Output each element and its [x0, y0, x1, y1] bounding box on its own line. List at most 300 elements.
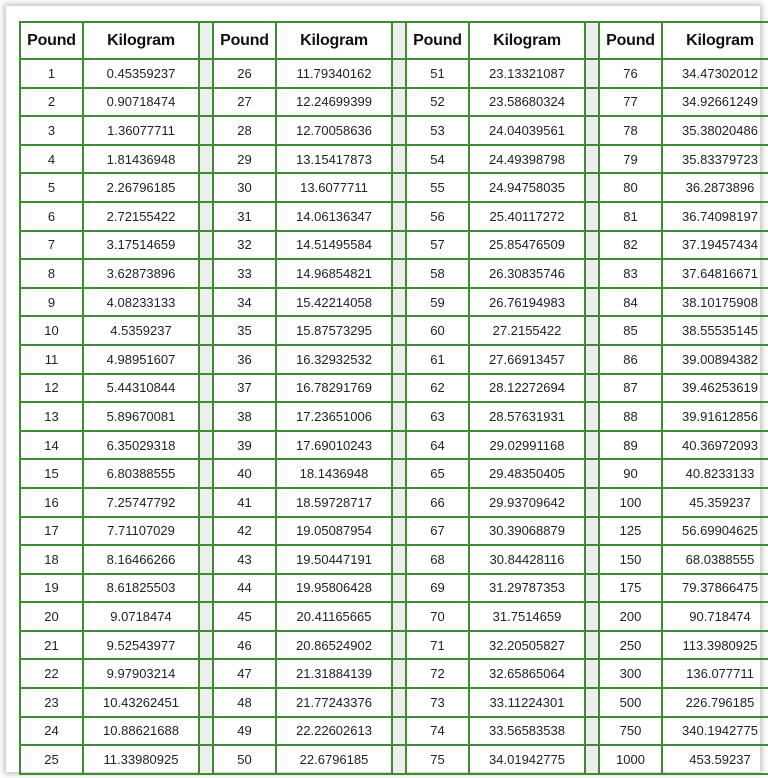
pound-cell: 78: [599, 116, 662, 145]
table-row: [20, 717, 768, 746]
pound-cell: 22: [20, 659, 83, 688]
kilogram-cell: 26.30835746: [469, 259, 585, 288]
pound-cell: 7: [20, 231, 83, 260]
kilogram-cell: 27.2155422: [469, 316, 585, 345]
pound-cell: 71: [406, 631, 469, 660]
column-gap: [392, 345, 406, 374]
column-gap: [392, 116, 406, 145]
pound-cell: 85: [599, 316, 662, 345]
kilogram-cell: 37.64816671: [662, 259, 768, 288]
column-gap: [585, 574, 599, 603]
kilogram-cell: 33.11224301: [469, 688, 585, 717]
table-row: [20, 631, 768, 660]
pound-cell: 65: [406, 459, 469, 488]
pound-cell: 200: [599, 602, 662, 631]
pound-cell: 38: [213, 402, 276, 431]
kilogram-cell: 45.359237: [662, 488, 768, 517]
pound-cell: 83: [599, 259, 662, 288]
column-gap: [199, 402, 213, 431]
pound-cell: 61: [406, 345, 469, 374]
kilogram-cell: 0.90718474: [83, 88, 199, 117]
pound-cell: 70: [406, 602, 469, 631]
column-gap: [585, 459, 599, 488]
pound-cell: 45: [213, 602, 276, 631]
column-gap: [585, 88, 599, 117]
kilogram-cell: 10.43262451: [83, 688, 199, 717]
pound-cell: 24: [20, 717, 83, 746]
column-gap: [199, 145, 213, 174]
pound-cell: 80: [599, 173, 662, 202]
column-gap: [585, 602, 599, 631]
kilogram-cell: 24.04039561: [469, 116, 585, 145]
pound-cell: 84: [599, 288, 662, 317]
column-gap: [392, 545, 406, 574]
pound-cell: 9: [20, 288, 83, 317]
pound-cell: 54: [406, 145, 469, 174]
kilogram-cell: 32.65865064: [469, 659, 585, 688]
kilogram-cell: 34.92661249: [662, 88, 768, 117]
column-gap: [392, 717, 406, 746]
kilogram-cell: 19.05087954: [276, 517, 392, 546]
pound-cell: 82: [599, 231, 662, 260]
kilogram-cell: 2.72155422: [83, 202, 199, 231]
column-gap: [199, 459, 213, 488]
column-gap: [199, 488, 213, 517]
table-frame: [6, 6, 760, 772]
column-gap: [585, 517, 599, 546]
pound-cell: 3: [20, 116, 83, 145]
pound-cell: 46: [213, 631, 276, 660]
table-row: [20, 231, 768, 260]
pound-cell: 79: [599, 145, 662, 174]
table-row: [20, 488, 768, 517]
kilogram-cell: 40.36972093: [662, 431, 768, 460]
column-gap: [585, 22, 599, 59]
column-gap: [585, 173, 599, 202]
pound-cell: 81: [599, 202, 662, 231]
column-gap: [392, 574, 406, 603]
column-gap: [199, 316, 213, 345]
kilogram-cell: 13.6077711: [276, 173, 392, 202]
pound-cell: 36: [213, 345, 276, 374]
column-gap: [392, 402, 406, 431]
pound-cell: 86: [599, 345, 662, 374]
kilogram-header: Kilogram: [83, 22, 199, 59]
kilogram-cell: 29.93709642: [469, 488, 585, 517]
column-gap: [199, 631, 213, 660]
kilogram-cell: 33.56583538: [469, 717, 585, 746]
table-row: [20, 173, 768, 202]
kilogram-cell: 15.87573295: [276, 316, 392, 345]
column-gap: [392, 88, 406, 117]
table-row: [20, 745, 768, 774]
table-row: [20, 288, 768, 317]
table-row: [20, 374, 768, 403]
column-gap: [392, 431, 406, 460]
table-row: [20, 574, 768, 603]
kilogram-cell: 6.35029318: [83, 431, 199, 460]
table-row: [20, 431, 768, 460]
kilogram-cell: 39.91612856: [662, 402, 768, 431]
kilogram-cell: 10.88621688: [83, 717, 199, 746]
column-gap: [199, 545, 213, 574]
kilogram-cell: 14.06136347: [276, 202, 392, 231]
column-gap: [392, 316, 406, 345]
pound-cell: 25: [20, 745, 83, 774]
pound-cell: 41: [213, 488, 276, 517]
kilogram-cell: 4.5359237: [83, 316, 199, 345]
pound-cell: 89: [599, 431, 662, 460]
pound-header: Pound: [406, 22, 469, 59]
pound-cell: 11: [20, 345, 83, 374]
column-gap: [392, 231, 406, 260]
column-gap: [585, 288, 599, 317]
kilogram-cell: 25.85476509: [469, 231, 585, 260]
pound-header: Pound: [599, 22, 662, 59]
kilogram-cell: 21.77243376: [276, 688, 392, 717]
pound-cell: 21: [20, 631, 83, 660]
table-row: [20, 688, 768, 717]
pound-cell: 87: [599, 374, 662, 403]
table-row: [20, 345, 768, 374]
column-gap: [392, 259, 406, 288]
kilogram-cell: 38.55535145: [662, 316, 768, 345]
pound-cell: 57: [406, 231, 469, 260]
pound-cell: 43: [213, 545, 276, 574]
pound-cell: 53: [406, 116, 469, 145]
column-gap: [199, 374, 213, 403]
table-row: [20, 316, 768, 345]
pound-cell: 66: [406, 488, 469, 517]
kilogram-cell: 23.58680324: [469, 88, 585, 117]
column-gap: [392, 202, 406, 231]
pound-cell: 64: [406, 431, 469, 460]
kilogram-cell: 27.66913457: [469, 345, 585, 374]
kilogram-cell: 3.17514659: [83, 231, 199, 260]
column-gap: [585, 488, 599, 517]
kilogram-cell: 18.59728717: [276, 488, 392, 517]
pound-cell: 48: [213, 688, 276, 717]
pound-cell: 10: [20, 316, 83, 345]
kilogram-cell: 7.71107029: [83, 517, 199, 546]
kilogram-header: Kilogram: [662, 22, 768, 59]
kilogram-cell: 18.1436948: [276, 459, 392, 488]
kilogram-cell: 30.84428116: [469, 545, 585, 574]
column-gap: [585, 345, 599, 374]
header-row: [20, 22, 768, 59]
kilogram-cell: 16.78291769: [276, 374, 392, 403]
column-gap: [585, 631, 599, 660]
column-gap: [585, 688, 599, 717]
column-gap: [199, 288, 213, 317]
kilogram-cell: 1.81436948: [83, 145, 199, 174]
kilogram-cell: 39.46253619: [662, 374, 768, 403]
pound-cell: 750: [599, 717, 662, 746]
column-gap: [585, 116, 599, 145]
pound-cell: 69: [406, 574, 469, 603]
kilogram-cell: 31.29787353: [469, 574, 585, 603]
kilogram-cell: 22.6796185: [276, 745, 392, 774]
kilogram-cell: 40.8233133: [662, 459, 768, 488]
pound-cell: 13: [20, 402, 83, 431]
pound-cell: 15: [20, 459, 83, 488]
pound-cell: 55: [406, 173, 469, 202]
pound-cell: 77: [599, 88, 662, 117]
column-gap: [199, 59, 213, 88]
column-gap: [392, 459, 406, 488]
kilogram-cell: 36.74098197: [662, 202, 768, 231]
kilogram-cell: 453.59237: [662, 745, 768, 774]
kilogram-cell: 9.97903214: [83, 659, 199, 688]
pound-cell: 18: [20, 545, 83, 574]
column-gap: [585, 145, 599, 174]
pound-cell: 175: [599, 574, 662, 603]
kilogram-cell: 38.10175908: [662, 288, 768, 317]
pound-cell: 5: [20, 173, 83, 202]
pound-cell: 29: [213, 145, 276, 174]
column-gap: [392, 517, 406, 546]
pound-cell: 12: [20, 374, 83, 403]
pound-cell: 100: [599, 488, 662, 517]
table-row: [20, 602, 768, 631]
pound-cell: 500: [599, 688, 662, 717]
table-body: [20, 59, 768, 774]
kilogram-cell: 35.38020486: [662, 116, 768, 145]
kilogram-cell: 25.40117272: [469, 202, 585, 231]
pound-cell: 67: [406, 517, 469, 546]
table-row: [20, 259, 768, 288]
pound-cell: 76: [599, 59, 662, 88]
column-gap: [585, 745, 599, 774]
pound-cell: 14: [20, 431, 83, 460]
column-gap: [585, 202, 599, 231]
column-gap: [199, 431, 213, 460]
kilogram-cell: 28.57631931: [469, 402, 585, 431]
column-gap: [199, 345, 213, 374]
kilogram-cell: 20.86524902: [276, 631, 392, 660]
kilogram-cell: 29.48350405: [469, 459, 585, 488]
kilogram-cell: 39.00894382: [662, 345, 768, 374]
pound-cell: 16: [20, 488, 83, 517]
pound-cell: 26: [213, 59, 276, 88]
kilogram-cell: 14.51495584: [276, 231, 392, 260]
pound-cell: 40: [213, 459, 276, 488]
kilogram-cell: 11.33980925: [83, 745, 199, 774]
table-row: [20, 517, 768, 546]
column-gap: [392, 173, 406, 202]
kilogram-cell: 4.08233133: [83, 288, 199, 317]
pound-cell: 74: [406, 717, 469, 746]
column-gap: [199, 745, 213, 774]
pound-cell: 50: [213, 745, 276, 774]
table-row: [20, 88, 768, 117]
pound-cell: 32: [213, 231, 276, 260]
pound-cell: 6: [20, 202, 83, 231]
kilogram-cell: 19.95806428: [276, 574, 392, 603]
kilogram-cell: 12.70058636: [276, 116, 392, 145]
column-gap: [199, 202, 213, 231]
column-gap: [585, 59, 599, 88]
kilogram-cell: 32.20505827: [469, 631, 585, 660]
pound-cell: 125: [599, 517, 662, 546]
table-row: [20, 202, 768, 231]
pound-cell: 90: [599, 459, 662, 488]
column-gap: [199, 88, 213, 117]
kilogram-cell: 3.62873896: [83, 259, 199, 288]
column-gap: [199, 688, 213, 717]
column-gap: [392, 288, 406, 317]
kilogram-cell: 26.76194983: [469, 288, 585, 317]
table-row: [20, 145, 768, 174]
kilogram-cell: 13.15417873: [276, 145, 392, 174]
column-gap: [585, 231, 599, 260]
kilogram-cell: 35.83379723: [662, 145, 768, 174]
pound-header: Pound: [213, 22, 276, 59]
kilogram-cell: 22.22602613: [276, 717, 392, 746]
kilogram-cell: 2.26796185: [83, 173, 199, 202]
pound-cell: 42: [213, 517, 276, 546]
kilogram-cell: 11.79340162: [276, 59, 392, 88]
kilogram-cell: 9.52543977: [83, 631, 199, 660]
column-gap: [392, 22, 406, 59]
pound-cell: 30: [213, 173, 276, 202]
pound-cell: 27: [213, 88, 276, 117]
pound-cell: 2: [20, 88, 83, 117]
kilogram-cell: 21.31884139: [276, 659, 392, 688]
column-gap: [392, 659, 406, 688]
pound-cell: 250: [599, 631, 662, 660]
pound-cell: 63: [406, 402, 469, 431]
kilogram-header: Kilogram: [276, 22, 392, 59]
pound-cell: 23: [20, 688, 83, 717]
column-gap: [392, 602, 406, 631]
pound-cell: 49: [213, 717, 276, 746]
kilogram-cell: 113.3980925: [662, 631, 768, 660]
pound-header: Pound: [20, 22, 83, 59]
column-gap: [199, 22, 213, 59]
column-gap: [585, 316, 599, 345]
kilogram-cell: 1.36077711: [83, 116, 199, 145]
kilogram-cell: 28.12272694: [469, 374, 585, 403]
column-gap: [585, 402, 599, 431]
kilogram-cell: 31.7514659: [469, 602, 585, 631]
column-gap: [392, 488, 406, 517]
kilogram-cell: 8.16466266: [83, 545, 199, 574]
kilogram-header: Kilogram: [469, 22, 585, 59]
column-gap: [199, 602, 213, 631]
kilogram-cell: 0.45359237: [83, 59, 199, 88]
table-row: [20, 459, 768, 488]
kilogram-cell: 24.94758035: [469, 173, 585, 202]
pound-cell: 52: [406, 88, 469, 117]
pound-cell: 72: [406, 659, 469, 688]
kilogram-cell: 24.49398798: [469, 145, 585, 174]
pound-cell: 150: [599, 545, 662, 574]
kilogram-cell: 5.44310844: [83, 374, 199, 403]
kilogram-cell: 19.50447191: [276, 545, 392, 574]
pound-cell: 35: [213, 316, 276, 345]
pound-cell: 37: [213, 374, 276, 403]
kilogram-cell: 79.37866475: [662, 574, 768, 603]
column-gap: [199, 574, 213, 603]
column-gap: [392, 745, 406, 774]
kilogram-cell: 5.89670081: [83, 402, 199, 431]
kilogram-cell: 136.077711: [662, 659, 768, 688]
column-gap: [392, 59, 406, 88]
pound-cell: 73: [406, 688, 469, 717]
column-gap: [199, 116, 213, 145]
table-row: [20, 402, 768, 431]
column-gap: [199, 231, 213, 260]
kilogram-cell: 23.13321087: [469, 59, 585, 88]
pound-cell: 60: [406, 316, 469, 345]
kilogram-cell: 90.718474: [662, 602, 768, 631]
column-gap: [199, 173, 213, 202]
pound-cell: 62: [406, 374, 469, 403]
pound-cell: 88: [599, 402, 662, 431]
pound-cell: 44: [213, 574, 276, 603]
pound-cell: 1000: [599, 745, 662, 774]
kilogram-cell: 14.96854821: [276, 259, 392, 288]
table-row: [20, 59, 768, 88]
pound-cell: 300: [599, 659, 662, 688]
column-gap: [585, 259, 599, 288]
pound-kilogram-table: [19, 21, 768, 775]
pound-cell: 75: [406, 745, 469, 774]
column-gap: [392, 631, 406, 660]
kilogram-cell: 20.41165665: [276, 602, 392, 631]
pound-cell: 17: [20, 517, 83, 546]
column-gap: [585, 431, 599, 460]
pound-cell: 33: [213, 259, 276, 288]
pound-cell: 8: [20, 259, 83, 288]
kilogram-cell: 6.80388555: [83, 459, 199, 488]
kilogram-cell: 9.0718474: [83, 602, 199, 631]
kilogram-cell: 12.24699399: [276, 88, 392, 117]
pound-cell: 39: [213, 431, 276, 460]
pound-cell: 59: [406, 288, 469, 317]
column-gap: [199, 717, 213, 746]
pound-cell: 20: [20, 602, 83, 631]
kilogram-cell: 68.0388555: [662, 545, 768, 574]
column-gap: [199, 517, 213, 546]
kilogram-cell: 7.25747792: [83, 488, 199, 517]
kilogram-cell: 30.39068879: [469, 517, 585, 546]
kilogram-cell: 4.98951607: [83, 345, 199, 374]
pound-cell: 47: [213, 659, 276, 688]
column-gap: [585, 659, 599, 688]
column-gap: [585, 545, 599, 574]
kilogram-cell: 15.42214058: [276, 288, 392, 317]
pound-cell: 4: [20, 145, 83, 174]
column-gap: [585, 717, 599, 746]
kilogram-cell: 37.19457434: [662, 231, 768, 260]
pound-cell: 56: [406, 202, 469, 231]
table-row: [20, 116, 768, 145]
pound-cell: 51: [406, 59, 469, 88]
column-gap: [392, 374, 406, 403]
pound-cell: 31: [213, 202, 276, 231]
kilogram-cell: 34.47302012: [662, 59, 768, 88]
kilogram-cell: 226.796185: [662, 688, 768, 717]
pound-cell: 1: [20, 59, 83, 88]
table-row: [20, 659, 768, 688]
column-gap: [199, 659, 213, 688]
table-row: [20, 545, 768, 574]
kilogram-cell: 36.2873896: [662, 173, 768, 202]
kilogram-cell: 34.01942775: [469, 745, 585, 774]
pound-cell: 28: [213, 116, 276, 145]
